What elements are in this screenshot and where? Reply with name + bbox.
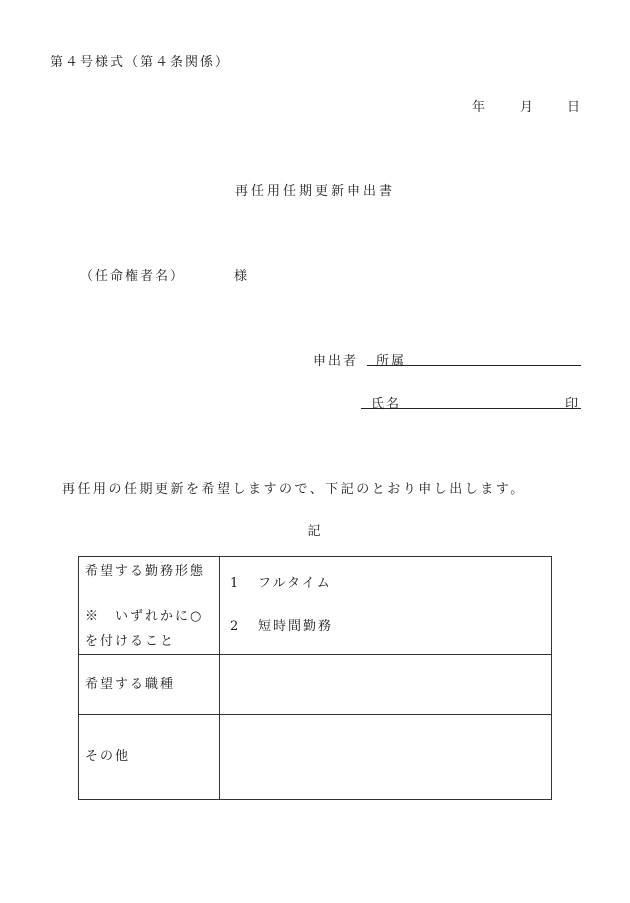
option-shorttime[interactable] <box>220 594 551 637</box>
other-label: その他 <box>85 749 131 764</box>
option-number: 1 <box>230 576 241 591</box>
option-fulltime[interactable] <box>220 557 551 594</box>
job-type-label: 希望する職種 <box>85 677 176 692</box>
table-row-job-type <box>79 655 552 715</box>
work-style-options-cell[interactable] <box>220 557 552 655</box>
job-type-value-cell[interactable] <box>220 655 552 715</box>
date-year-label: 年 <box>472 100 488 115</box>
option-text: フルタイム <box>258 576 332 591</box>
work-style-label: 希望する勤務形態 <box>85 564 206 579</box>
other-value-cell[interactable] <box>220 715 552 800</box>
date-month-label: 月 <box>520 100 536 115</box>
ki-heading: 記 <box>307 524 323 539</box>
option-text: 短時間勤務 <box>258 619 334 634</box>
work-style-label-cell <box>79 557 220 655</box>
work-style-note-line1: ※ いずれかに○ <box>85 609 204 624</box>
option-number: 2 <box>230 619 241 634</box>
detail-table <box>78 556 552 800</box>
seal-label: 印 <box>565 397 579 412</box>
document-title: 再任用任期更新申出書 <box>234 184 395 199</box>
job-type-label-cell <box>79 655 220 715</box>
addressee-placeholder: （任命権者名） <box>80 269 186 284</box>
table-row-work-style <box>79 557 552 655</box>
other-label-cell <box>79 715 220 800</box>
affiliation-label: 所属 <box>376 354 407 369</box>
request-statement: 再任用の任期更新を希望しますので、下記のとおり申し出します。 <box>62 482 526 497</box>
applicant-label: 申出者 <box>313 354 359 369</box>
name-label: 氏名 <box>371 397 402 412</box>
work-style-note-line2: を付けること <box>85 634 176 649</box>
form-number: 第４号様式（第４条関係） <box>50 55 231 70</box>
date-day-label: 日 <box>567 100 583 115</box>
table-row-other <box>79 715 552 800</box>
addressee-honorific: 様 <box>234 269 250 284</box>
